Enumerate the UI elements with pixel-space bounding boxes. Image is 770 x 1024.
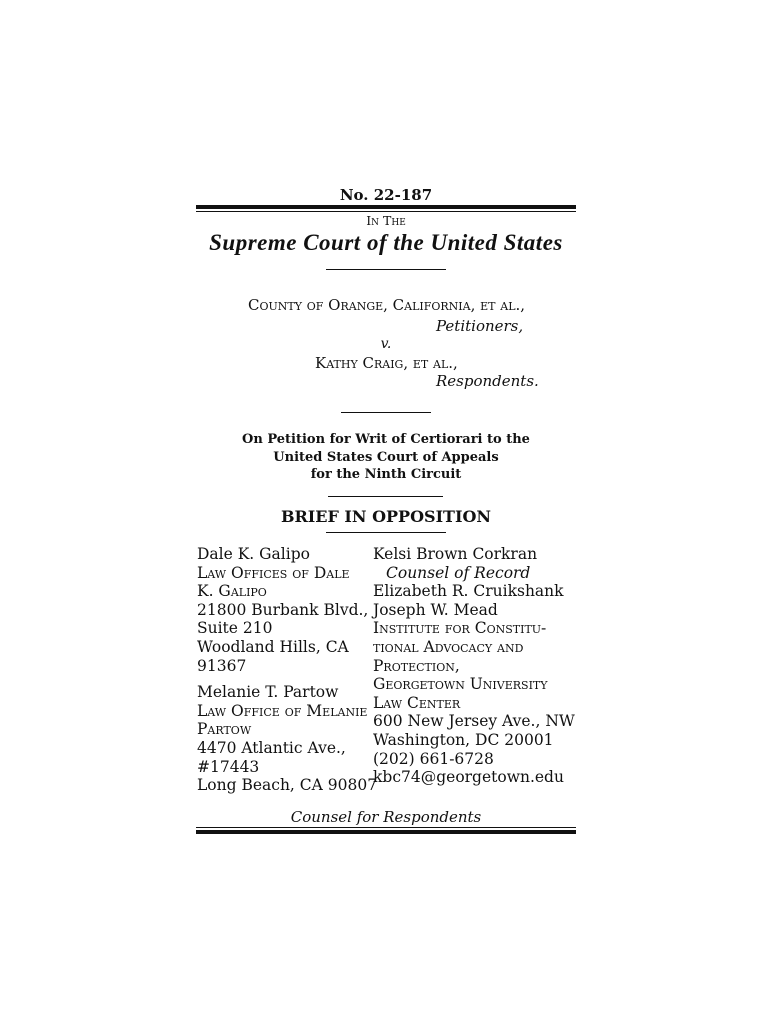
firm-name: Law Office of Melanie — [197, 701, 368, 720]
institution-name: Law Center — [373, 693, 461, 712]
counsel-name: Dale K. Galipo — [197, 545, 310, 563]
firm-name: Partow — [197, 720, 252, 739]
counsel-for-respondents: Counsel for Respondents — [290, 808, 482, 826]
address-line: 600 New Jersey Ave., NW — [373, 712, 575, 731]
institution-name: Institute for Constitu- — [373, 619, 547, 638]
left-counsel-block — [197, 545, 377, 795]
counsel-name: Joseph W. Mead — [373, 600, 498, 619]
petition-line: On Petition for Writ of Certiorari to the — [242, 432, 530, 447]
institution-name: Protection, — [373, 656, 460, 675]
petition-description — [196, 431, 576, 484]
address-line: Woodland Hills, CA — [197, 637, 349, 656]
respondent-name: Kathy Craig, et al., — [315, 354, 458, 372]
address-line: #17443 — [197, 757, 260, 776]
divider — [326, 532, 446, 533]
court-prefix: In The — [366, 213, 406, 228]
counsel-name: Melanie T. Partow — [197, 683, 339, 702]
top-thin-rule — [196, 211, 576, 212]
address-line: 21800 Burbank Blvd., — [197, 600, 369, 619]
counsel-name: Kelsi Brown Corkran — [373, 545, 538, 563]
divider — [341, 412, 431, 413]
address-line: Long Beach, CA 90807 — [197, 776, 378, 795]
top-thick-rule — [196, 205, 576, 209]
bottom-thin-rule — [196, 827, 576, 828]
address-line: Washington, DC 20001 — [373, 730, 554, 749]
bottom-thick-rule — [196, 830, 576, 834]
firm-name: Law Offices of Dale — [197, 563, 350, 582]
versus: v. — [380, 336, 392, 352]
email-address: kbc74@georgetown.edu — [373, 768, 564, 787]
address-line: Suite 210 — [197, 619, 273, 638]
respondent-role: Respondents. — [436, 372, 539, 390]
right-counsel-block — [373, 545, 575, 787]
petition-line: for the Ninth Circuit — [310, 467, 462, 482]
petitioner-name: County of Orange, California, et al., — [248, 296, 526, 314]
firm-name: K. Galipo — [197, 582, 267, 601]
counsel-of-record: Counsel of Record — [386, 563, 531, 582]
phone-number: (202) 661-6728 — [373, 749, 494, 768]
address-line: 4470 Atlantic Ave., — [197, 738, 346, 757]
institution-name: tional Advocacy and — [373, 637, 524, 656]
divider — [328, 496, 443, 497]
docket-number: No. 22-187 — [339, 186, 433, 204]
address-line: 91367 — [197, 656, 247, 675]
institution-name: Georgetown University — [373, 675, 548, 694]
court-name: Supreme Court of the United States — [209, 230, 563, 255]
counsel-name: Elizabeth R. Cruikshank — [373, 582, 564, 601]
brief-title: BRIEF IN OPPOSITION — [280, 507, 492, 526]
petition-line: United States Court of Appeals — [273, 449, 499, 465]
divider — [326, 269, 446, 270]
petitioner-role: Petitioners, — [436, 317, 524, 335]
